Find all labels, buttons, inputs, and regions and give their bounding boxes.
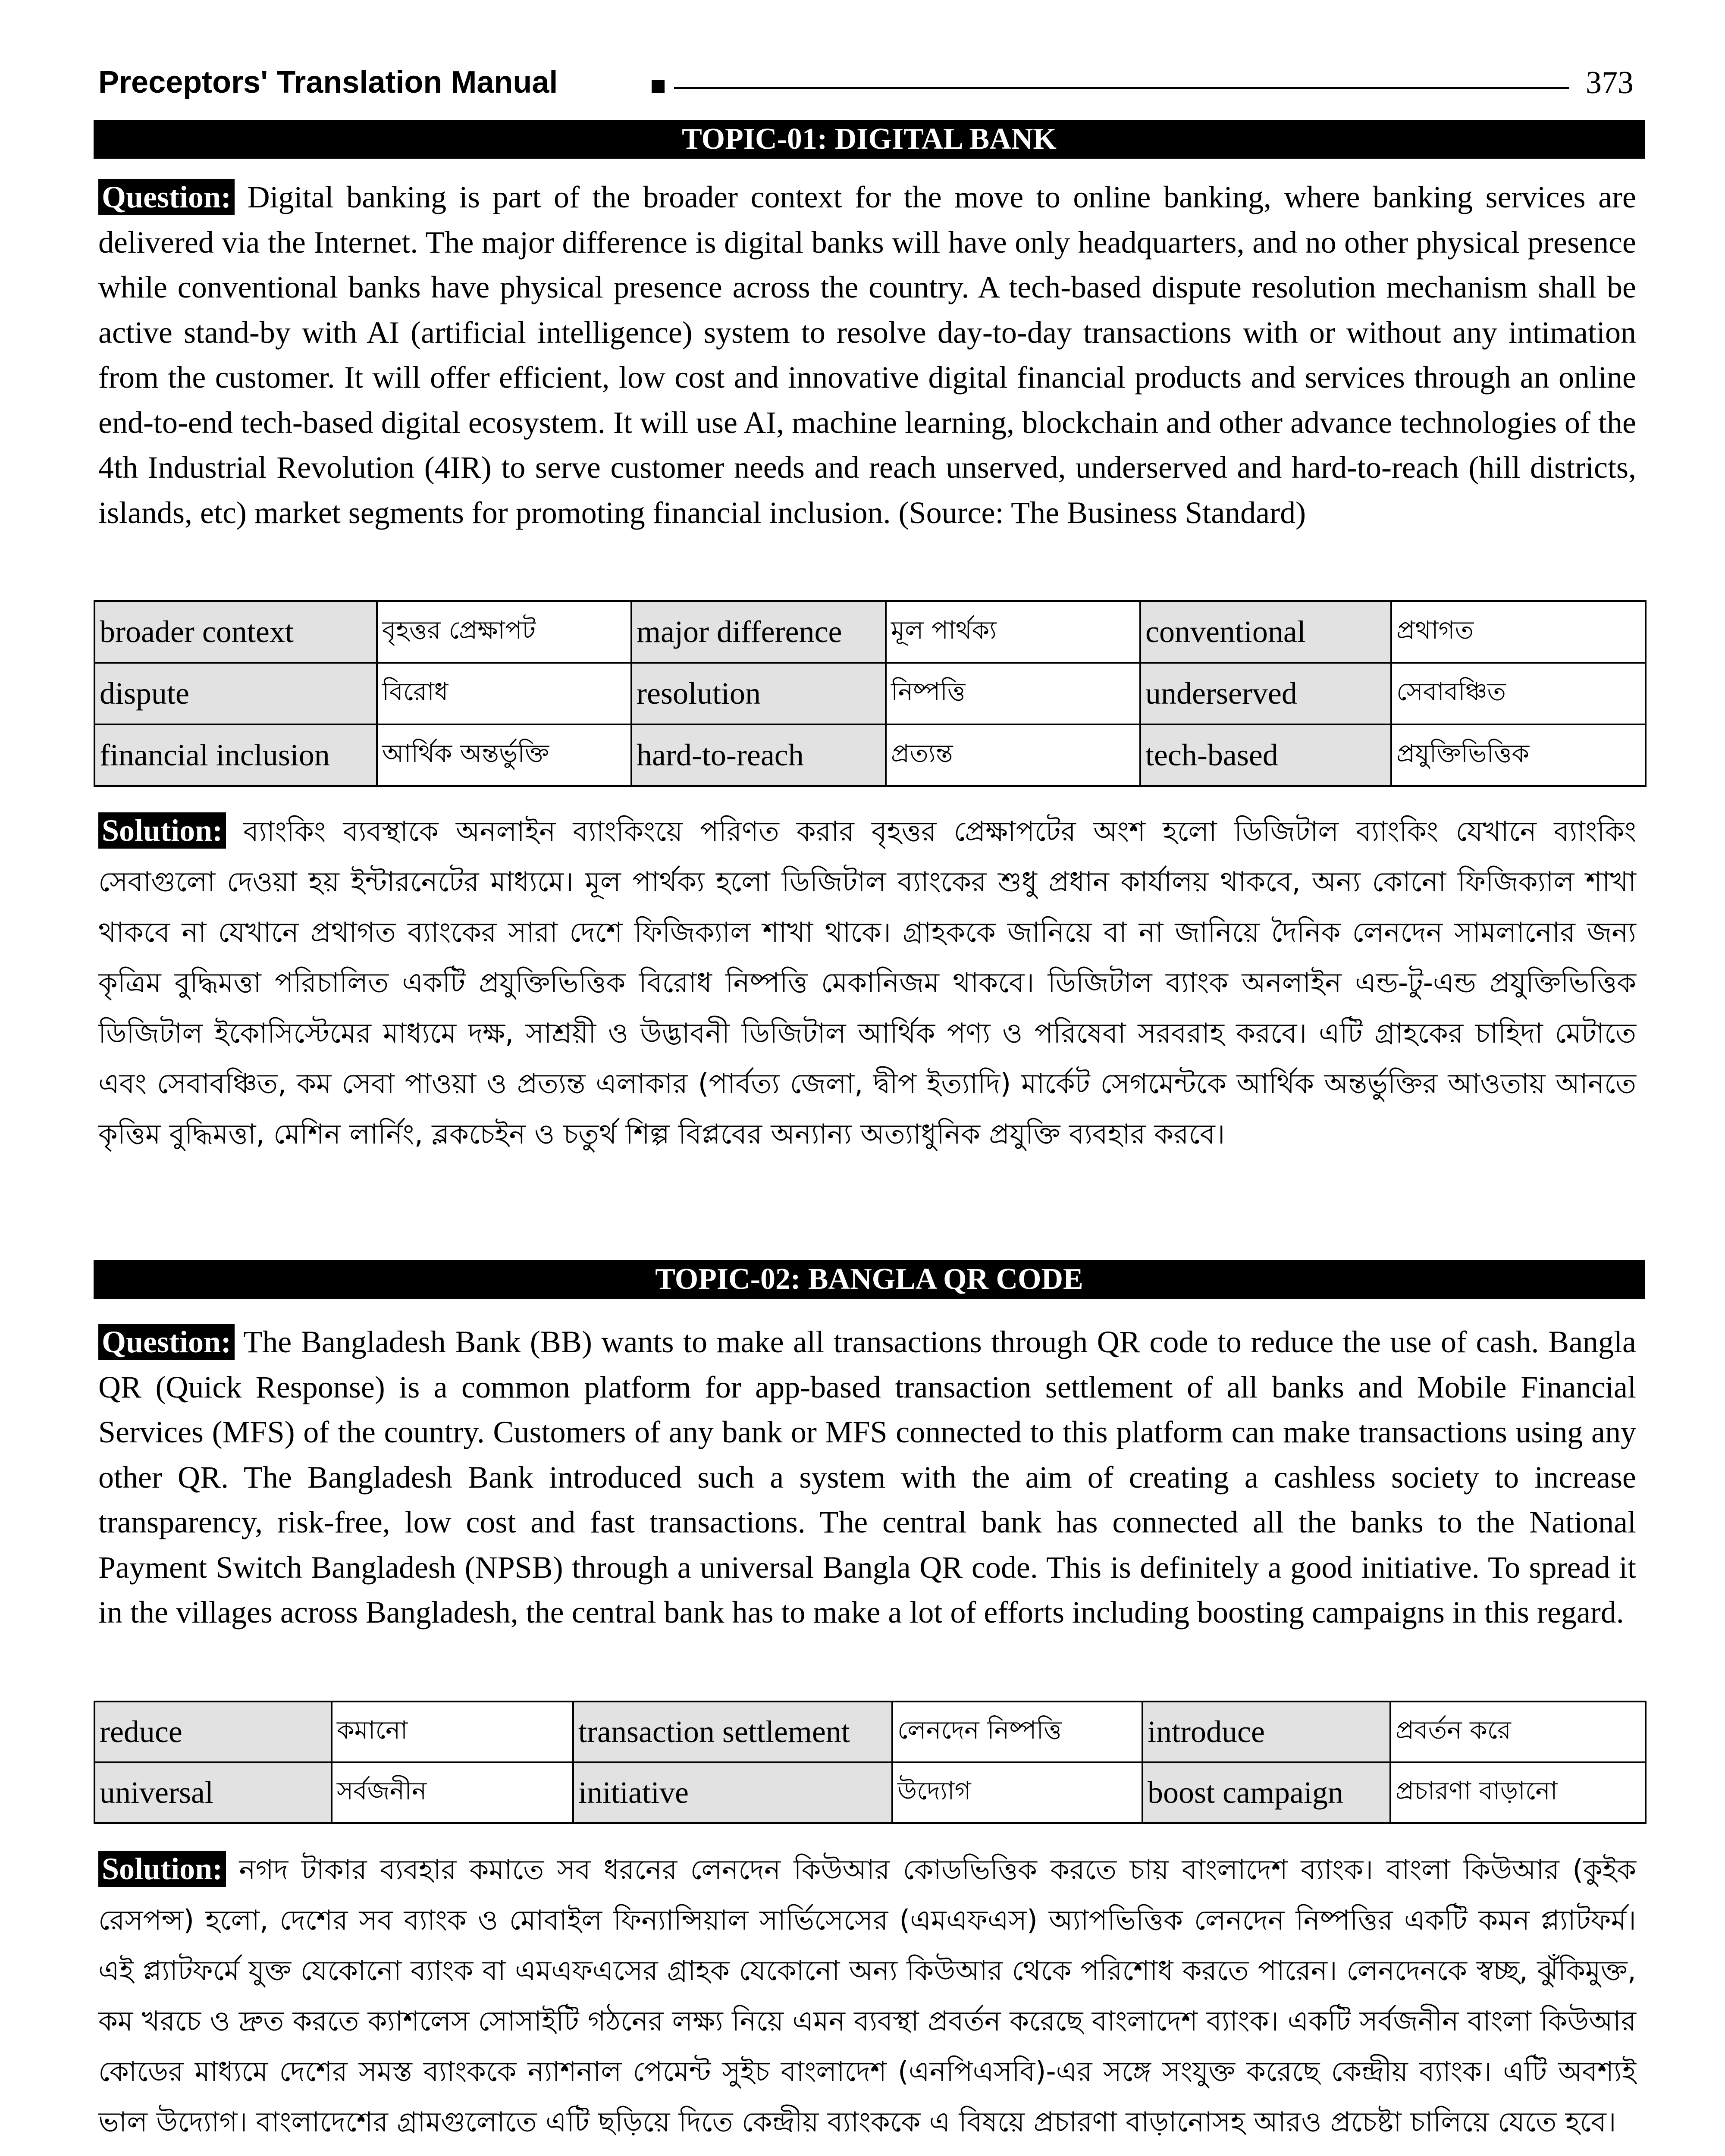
vocab-term: broader context [94, 601, 377, 663]
topic-01-question [98, 175, 1636, 535]
book-title: Preceptors' Translation Manual [98, 65, 558, 100]
vocab-translation: প্রথাগত [1391, 601, 1646, 663]
vocab-term: major difference [631, 601, 886, 663]
question-label: Question: [98, 1324, 235, 1360]
vocab-term: reduce [94, 1702, 332, 1762]
header-rule [674, 87, 1569, 89]
topic-02-heading: TOPIC-02: BANGLA QR CODE [94, 1260, 1645, 1299]
topic-02-solution [98, 1844, 1636, 2148]
vocab-translation: লেনদেন নিষ্পত্তি [892, 1702, 1142, 1762]
vocab-term: initiative [573, 1762, 892, 1823]
topic-01-heading: TOPIC-01: DIGITAL BANK [94, 120, 1645, 159]
vocab-translation: মূল পার্থক্য [886, 601, 1140, 663]
solution-text: ব্যাংকিং ব্যবস্থাকে অনলাইন ব্যাংকিংয়ে পরিণত করার বৃহত্তর প্রেক্ষাপটের অংশ হলো ডিজিটাল ব্যাংকিং যেখানে ব্যাংকিং সেবাগুলো দেওয়া হয় ইন্টারনেটের মাধ্যমে। মূল পার্থক্য হলো ডিজিটাল ব্যাংকের শুধু প্রধান কার্যালয় থাকবে, অন্য কোনো ফিজিক্যাল শাখা থাকবে না যেখানে প্রথাগত ব্যাংকের সারা দেশে ফিজিক্যাল শাখা থাকে। গ্রাহককে জানিয়ে বা না জানিয়ে দৈনিক লেনদেন সামলানোর জন্য কৃত্রিম বুদ্ধিমত্তা পরিচালিত একটি প্রযুক্তিভিত্তিক বিরোধ নিষ্পত্তি মেকানিজম থাকবে। ডিজিটাল ব্যাংক অনলাইন এন্ড-টু-এন্ড প্রযুক্তিভিত্তিক ডিজিটাল ইকোসিস্টেমের মাধ্যমে দক্ষ, সাশ্রয়ী ও উদ্ভাবনী ডিজিটাল আর্থিক পণ্য ও পরিষেবা সরবরাহ করবে। এটি গ্রাহকের চাহিদা মেটাতে এবং সেবাবঞ্চিত, কম সেবা পাওয়া ও প্রত্যন্ত এলাকার (পার্বত্য জেলা, দ্বীপ ইত্যাদি) মার্কেট সেগমেন্টকে আর্থিক অন্তর্ভুক্তির আওতায় আনতে কৃত্তিম বুদ্ধিমত্তা, মেশিন লার্নিং, ব্লকচেইন ও চতুর্থ শিল্প বিপ্লবের অন্যান্য অত্যাধুনিক প্রযুক্তি ব্যবহার করবে। [98, 816, 1637, 1150]
topic-02-vocabulary-table [94, 1701, 1647, 1824]
vocab-term: financial inclusion [94, 724, 377, 786]
vocab-translation: সেবাবঞ্চিত [1391, 663, 1646, 724]
running-header [98, 60, 1634, 108]
solution-text: নগদ টাকার ব্যবহার কমাতে সব ধরনের লেনদেন কিউআর কোডভিত্তিক করতে চায় বাংলাদেশ ব্যাংক। বাংলা কিউআর (কুইক রেসপন্স) হলো, দেশের সব ব্যাংক ও মোবাইল ফিন্যান্সিয়াল সার্ভিসেসের (এমএফএস) অ্যাপভিত্তিক লেনদেন নিষ্পত্তির একটি কমন প্ল্যাটফর্ম। এই প্ল্যাটফর্মে যুক্ত যেকোনো ব্যাংক বা এমএফএসের গ্রাহক যেকোনো অন্য কিউআর থেকে পরিশোধ করতে পারেন। লেনদেনকে স্বচ্ছ, ঝুঁকিমুক্ত, কম খরচে ও দ্রুত করতে ক্যাশলেস সোসাইটি গঠনের লক্ষ্য নিয়ে এমন ব্যবস্থা প্রবর্তন করেছে বাংলাদেশ ব্যাংক। একটি সর্বজনীন বাংলা কিউআর কোডের মাধ্যমে দেশের সমস্ত ব্যাংককে ন্যাশনাল পেমেন্ট সুইচ বাংলাদেশ (এনপিএসবি)-এর সঙ্গে সংযুক্ত করেছে কেন্দ্রীয় ব্যাংক। এটি অবশ্যই ভাল উদ্যোগ। বাংলাদেশের গ্রামগুলোতে এটি ছড়িয়ে দিতে কেন্দ্রীয় ব্যাংককে এ বিষয়ে প্রচারণা বাড়ানোসহ আরও প্রচেষ্টা চালিয়ে যেতে হবে। [98, 1854, 1637, 2138]
vocab-translation: কমানো [332, 1702, 573, 1762]
vocab-term: boost campaign [1142, 1762, 1390, 1823]
vocab-translation: বিরোধ [377, 663, 631, 724]
vocab-term: transaction settlement [573, 1702, 892, 1762]
vocab-translation: প্রত্যন্ত [886, 724, 1140, 786]
vocab-term: dispute [94, 663, 377, 724]
vocab-translation: প্রবর্তন করে [1390, 1702, 1646, 1762]
vocab-term: conventional [1140, 601, 1391, 663]
vocab-translation: প্রচারণা বাড়ানো [1390, 1762, 1646, 1823]
vocab-term: tech-based [1140, 724, 1391, 786]
vocab-translation: প্রযুক্তিভিত্তিক [1391, 724, 1646, 786]
question-text: Digital banking is part of the broader context for the move to online banking, where banking services are delivered via the Internet. The major difference is digital banks will have only headquarters, and no other physical presence while conventional banks have physical presence across the country. A tech-based dispute resolution mechanism shall be active stand-by with AI (artificial intelligence) system to resolve day-to-day transactions with or without any intimation from the customer. It will offer efficient, low cost and innovative digital financial products and services through an online end-to-end tech-based digital ecosystem. It will use AI, machine learning, blockchain and other advance technologies of the 4th Industrial Revolution (4IR) to serve customer needs and reach unserved, underserved and hard-to-reach (hill districts, islands, etc) market segments for promoting financial inclusion. (Source: The Business Standard) [98, 180, 1636, 530]
vocab-translation: বৃহত্তর প্রেক্ষাপট [377, 601, 631, 663]
page-number: 373 [1586, 65, 1634, 100]
table-row [94, 663, 1646, 724]
solution-label: Solution: [98, 1851, 226, 1887]
vocab-term: universal [94, 1762, 332, 1823]
topic-01-solution [98, 805, 1636, 1160]
vocab-translation: আর্থিক অন্তর্ভুক্তি [377, 724, 631, 786]
question-text: The Bangladesh Bank (BB) wants to make all transactions through QR code to reduce the use of cash. Bangla QR (Quick Response) is a common platform for app-based transaction settlement of all banks and Mobile Financial Services (MFS) of the country. Customers of any bank or MFS connected to this platform can make transactions using any other QR. The Bangladesh Bank introduced such a system with the aim of creating a cashless society to increase transparency, risk-free, low cost and fast transactions. The central bank has connected all the banks to the National Payment Switch Bangladesh (NPSB) through a universal Bangla QR code. This is definitely a good initiative. To spread it in the villages across Bangladesh, the central bank has to make a lot of efforts including boosting campaigns in this regard. [98, 1325, 1637, 1630]
vocab-translation: উদ্যোগ [892, 1762, 1142, 1823]
table-row [94, 1702, 1646, 1762]
table-row [94, 724, 1646, 786]
question-label: Question: [98, 179, 235, 215]
topic-01-vocabulary-table [94, 600, 1647, 787]
table-row [94, 1762, 1646, 1823]
topic-02-question [98, 1319, 1636, 1635]
vocab-term: hard-to-reach [631, 724, 886, 786]
vocab-term: introduce [1142, 1702, 1390, 1762]
header-square-bullet [652, 80, 665, 93]
vocab-term: underserved [1140, 663, 1391, 724]
vocab-translation: নিষ্পত্তি [886, 663, 1140, 724]
vocab-term: resolution [631, 663, 886, 724]
solution-label: Solution: [98, 812, 226, 849]
table-row [94, 601, 1646, 663]
vocab-translation: সর্বজনীন [332, 1762, 573, 1823]
